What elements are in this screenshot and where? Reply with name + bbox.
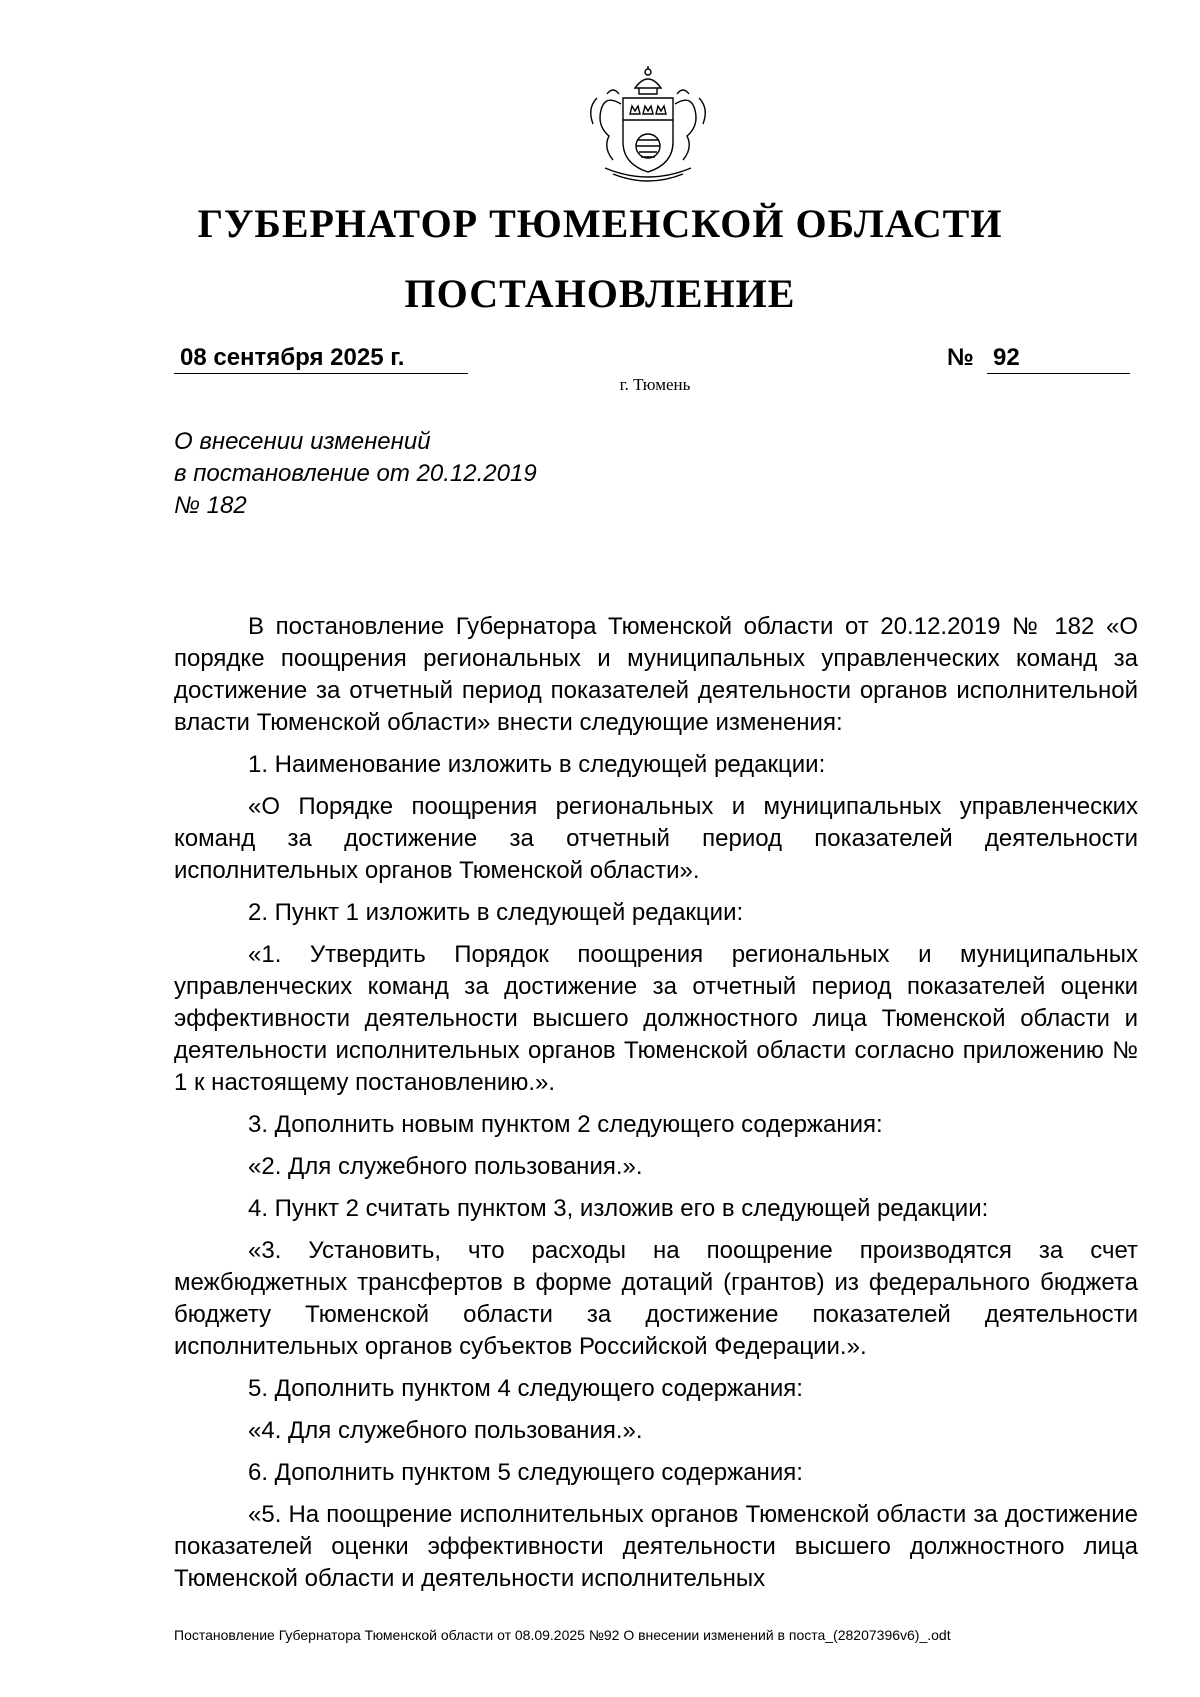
body-paragraph: В постановление Губернатора Тюменской области от 20.12.2019 № 182 «О порядке поощрения региональных и муниципальных управленческих команд за достижение за отчетный период показателей деятельности органов исполнительной власти Тюменской области» внести следующие изменения: bbox=[174, 613, 1138, 736]
document-subject bbox=[174, 426, 674, 522]
subject-line: № 182 bbox=[174, 492, 247, 519]
tyumen-coat-of-arms-icon bbox=[583, 64, 713, 186]
body-paragraph: 1. Наименование изложить в следующей редакции: bbox=[248, 751, 826, 778]
body-paragraph: 4. Пункт 2 считать пунктом 3, изложив его в следующей редакции: bbox=[248, 1195, 989, 1222]
document-footer: Постановление Губернатора Тюменской области от 08.09.2025 №92 О внесении изменений в поста_(28207396v6)_.odt bbox=[174, 1627, 951, 1643]
body-paragraph: «3. Установить, что расходы на поощрение производятся за счет межбюджетных трансфертов в форме дотаций (грантов) из федерального бюджета бюджету Тюменской области за достижение показателей деятельности исполнительных органов субъектов Российской Федерации.». bbox=[174, 1237, 1138, 1360]
number-sign: № bbox=[947, 344, 974, 371]
document-number-block bbox=[947, 343, 1130, 373]
body-paragraph: 3. Дополнить новым пунктом 2 следующего содержания: bbox=[248, 1111, 883, 1138]
body-paragraph: «1. Утвердить Порядок поощрения региональных и муниципальных управленческих команд за достижение за отчетный период показателей оценки эффективности деятельности высшего должностного лица Тюменской области и деятельности исполнительных органов Тюменской области согласно приложению № 1 к настоящему постановлению.». bbox=[174, 941, 1138, 1096]
subject-line: в постановление от 20.12.2019 bbox=[174, 460, 537, 487]
document-number: 92 bbox=[987, 343, 1130, 374]
body-paragraph: 6. Дополнить пунктом 5 следующего содержания: bbox=[248, 1459, 803, 1486]
subject-line: О внесении изменений bbox=[174, 428, 431, 455]
document-type-title: ПОСТАНОВЛЕНИЕ bbox=[404, 271, 796, 316]
body-paragraph: «О Порядке поощрения региональных и муниципальных управленческих команд за достижение за отчетный период показателей деятельности исполнительных органов Тюменской области». bbox=[174, 793, 1138, 884]
document-body bbox=[174, 611, 1138, 1605]
body-paragraph: 2. Пункт 1 изложить в следующей редакции: bbox=[248, 899, 744, 926]
organization-title: ГУБЕРНАТОР ТЮМЕНСКОЙ ОБЛАСТИ bbox=[197, 201, 1003, 246]
document-date: 08 сентября 2025 г. bbox=[174, 343, 468, 374]
document-city: г. Тюмень bbox=[619, 375, 691, 394]
body-paragraph: «2. Для служебного пользования.». bbox=[248, 1153, 643, 1180]
body-paragraph: «5. На поощрение исполнительных органов Тюменской области за достижение показателей оценки эффективности деятельности высшего должностного лица Тюменской области и деятельности исполнительных bbox=[174, 1501, 1138, 1592]
body-paragraph: «4. Для служебного пользования.». bbox=[248, 1417, 643, 1444]
body-paragraph: 5. Дополнить пунктом 4 следующего содержания: bbox=[248, 1375, 803, 1402]
